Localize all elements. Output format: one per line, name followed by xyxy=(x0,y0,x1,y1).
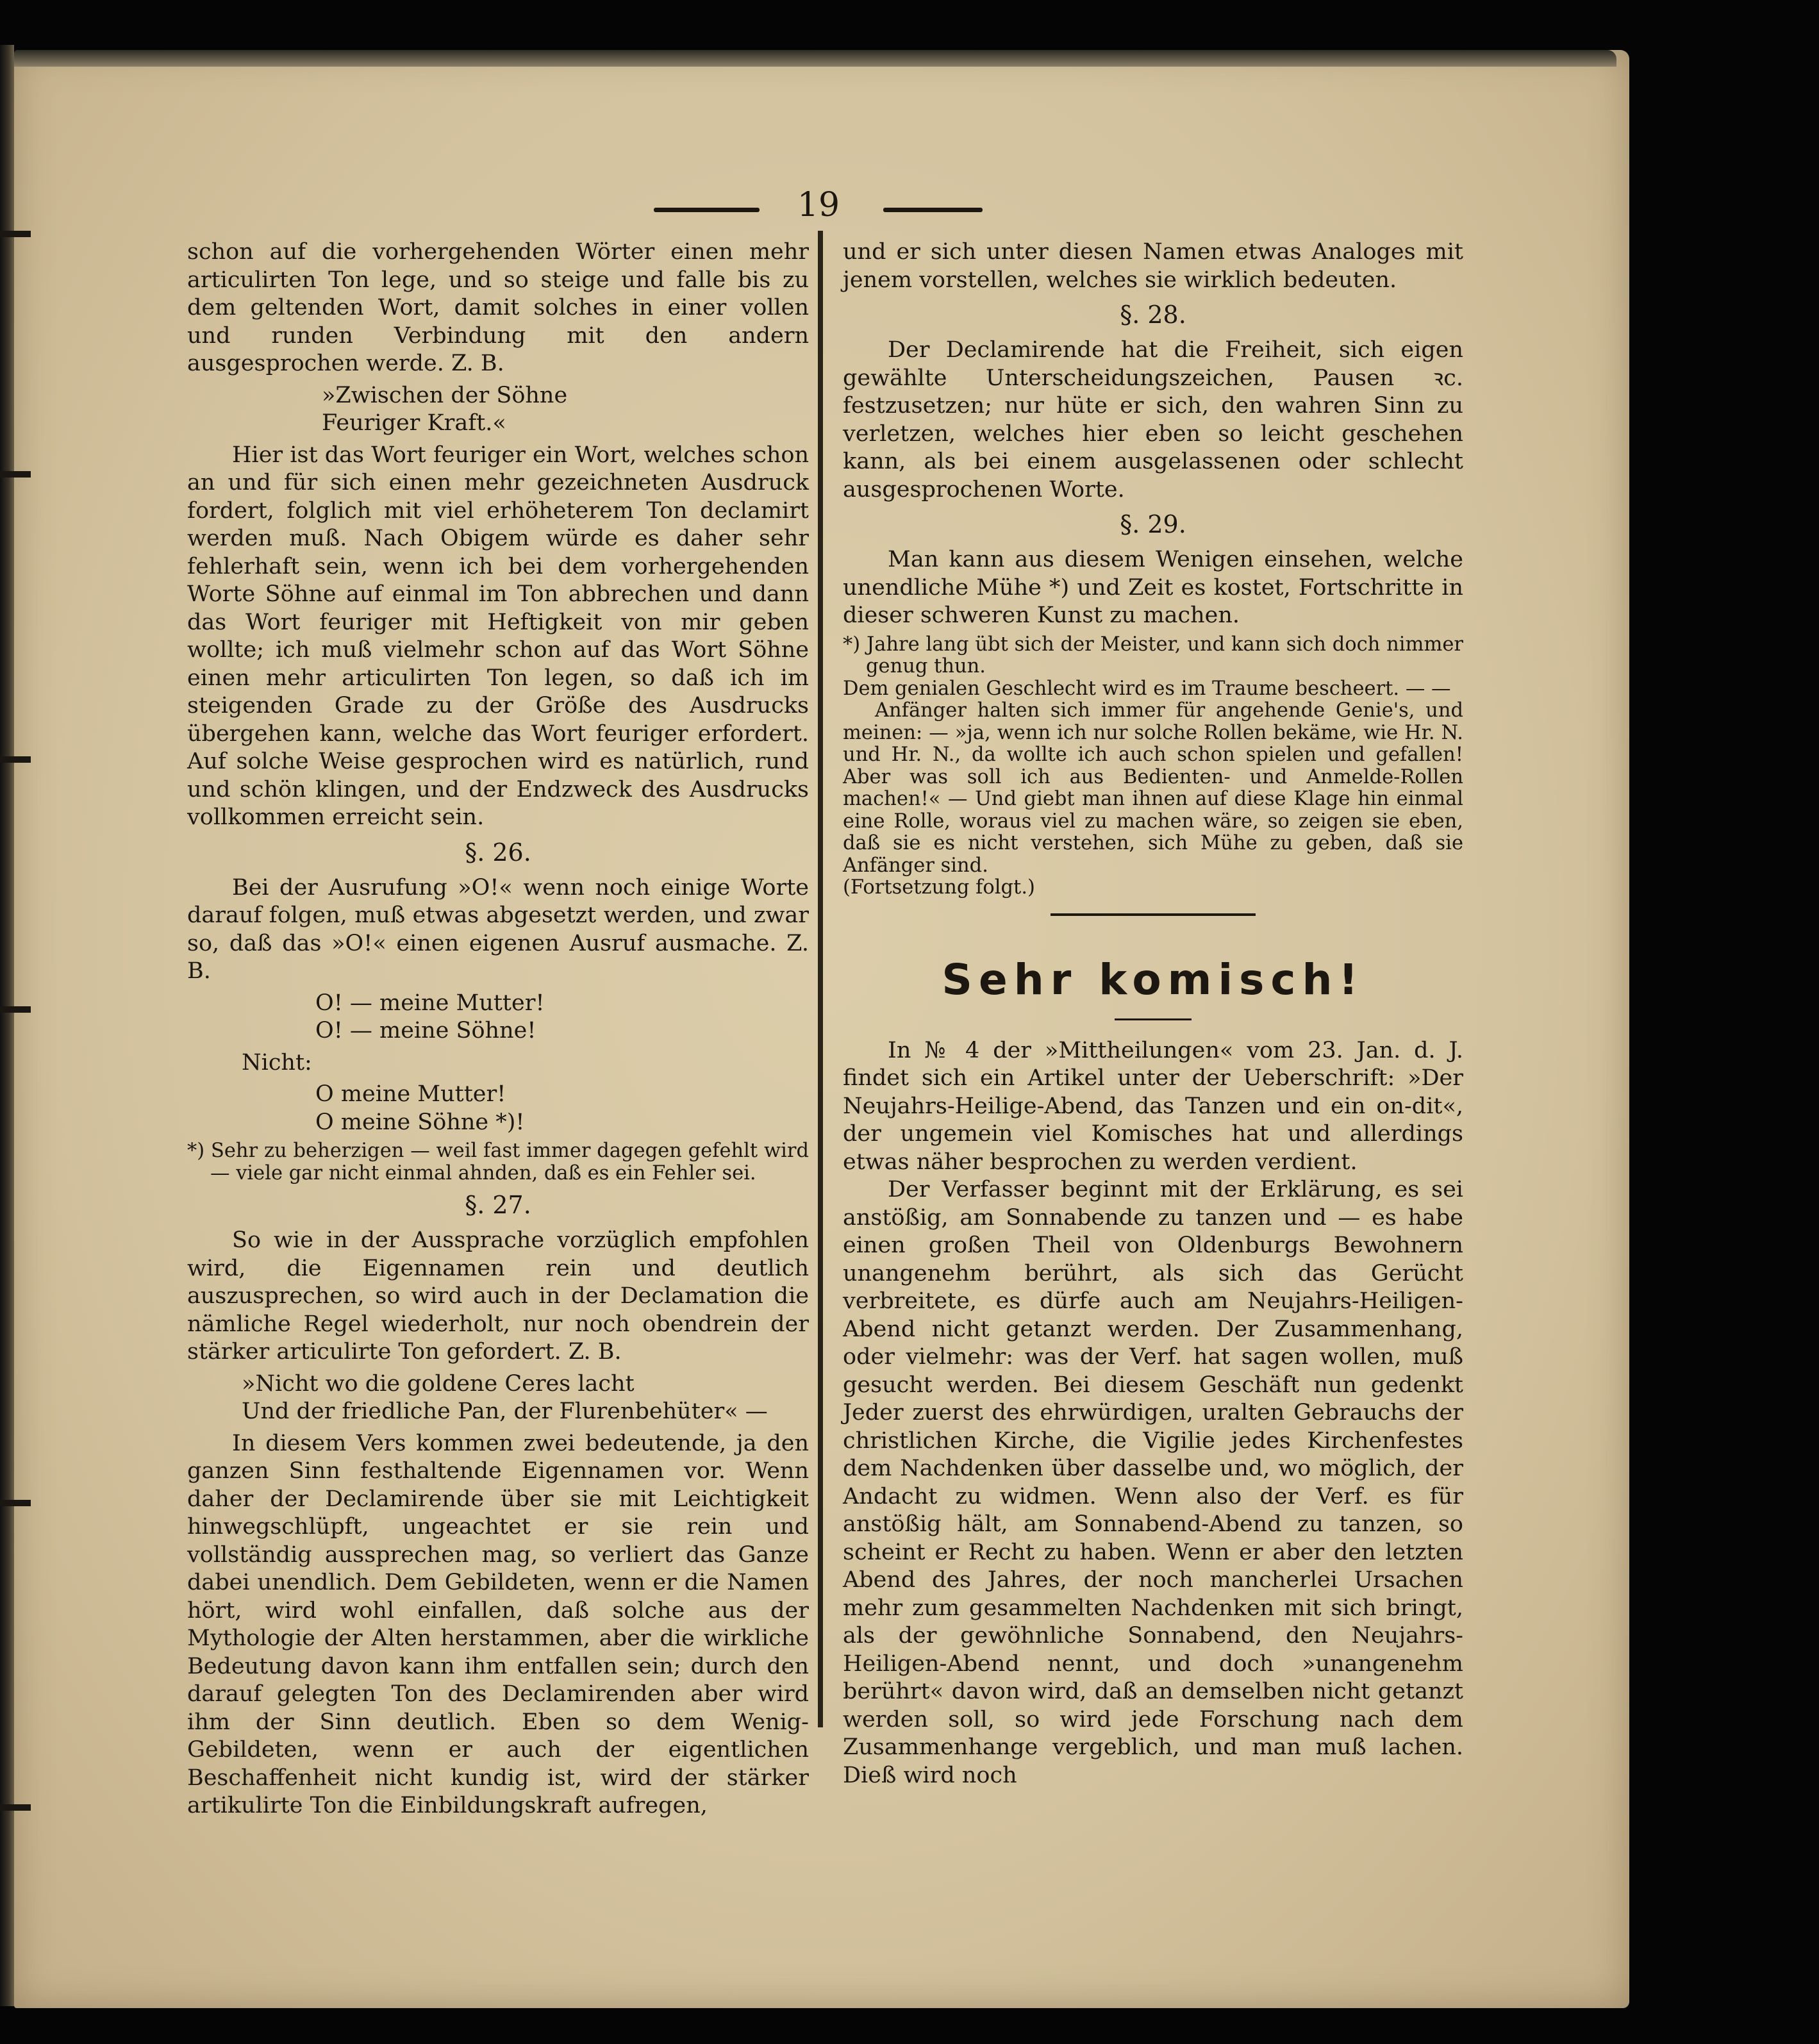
continued-note: (Fortsetzung folgt.) xyxy=(843,876,1035,899)
verse-block xyxy=(187,1370,809,1426)
verse-line: »Zwischen der Söhne xyxy=(322,382,568,408)
section-heading: §. 27. xyxy=(465,1191,531,1219)
verse-line: O meine Söhne *)! xyxy=(315,1109,525,1135)
binding-edge xyxy=(0,45,14,2006)
header-rule-left xyxy=(654,208,760,212)
verse-line: O! — meine Söhne! xyxy=(315,1018,536,1043)
binding-stitch xyxy=(0,1500,31,1506)
paragraph: In № 4 der »Mittheilungen« vom 23. Jan. d. J. findet sich ein Artikel unter der Ueberschrift: »Der Neujahrs-Heilige-Abend, das Tanzen und ein on-dit«, der ungemein viel Komisches hat und allerdings etwas näher besprochen zu werden verdient. xyxy=(843,1037,1463,1175)
paragraph: Bei der Ausrufung »O!« wenn noch einige Worte darauf folgen, muß etwas abgesetzt werden, und zwar so, daß das »O!« einen eigenen Ausruf ausmache. Z. B. xyxy=(187,874,809,984)
paragraph: Der Declamirende hat die Freiheit, sich eigen gewählte Unterscheidungszeichen, Pausen ꝛc. festzusetzen; nur hüte er sich, den wahren Sinn zu verletzen, welches hier eben so leicht geschehen kann, als bei einem ausgelassenen oder schlecht ausgesprochenen Worte. xyxy=(843,337,1463,503)
paragraph: und er sich unter diesen Namen etwas Analoges mit jenem vorstellen, welches sie wirklich bedeuten. xyxy=(843,239,1463,293)
binding-stitch xyxy=(0,1804,31,1811)
binding-stitch xyxy=(0,471,31,478)
binding-stitch xyxy=(0,1006,31,1013)
paragraph: Der Verfasser beginnt mit der Erklärung, es sei anstößig, am Sonnabende zu tanzen und — es habe einen großen Theil von Oldenburgs Bewohnern unangenehm berührt, als sich das Gerücht verbreitete, es dürfe auch am Neujahrs-Heiligen-Abend nicht getanzt werden. Der Zusammenhang, oder vielmehr: was der Verf. hat sagen wollen, muß gesucht werden. Bei diesem Geschäft nun gedenkt Jeder zuerst des ehrwürdigen, uralten Gebrauchs der christlichen Kirche, die Vigilie jedes Kirchenfestes dem Nachdenken über dasselbe und, wo möglich, der Andacht zu widmen. Wenn also der Verf. es für anstößig hält, am Sonnabend-Abend zu tanzen, so scheint er Recht zu haben. Wenn er aber den letzten Abend des Jahres, der noch mancherlei Ursachen mehr zum gesammelten Nachdenken mit sich bringt, als der gewöhnliche Sonnabend, den Neujahrs-Heiligen-Abend nennt, und doch »unangenehm berührt« davon wird, daß an demselben nicht getanzt werden soll, so wird jede Forschung nach dem Zusammenhange vergeblich, und man muß lachen. Dieß wird noch xyxy=(843,1177,1463,1788)
verse-line: Feuriger Kraft.« xyxy=(322,410,506,436)
right-column xyxy=(843,238,1463,1790)
footnote xyxy=(843,634,1463,899)
verse-line: O meine Mutter! xyxy=(315,1081,506,1107)
footnote-text: Anfänger halten sich immer für angehende Genie's, und meinen: — »ja, wenn ich nur solche Rollen bekäme, wie Hr. N. und Hr. N., da wollte ich auch schon spielen und gefallen! Aber was soll ich aus Bedienten- und Anmelde-Rollen machen!« — Und giebt man ihnen auf diese Klage hin einmal eine Rolle, woraus viel zu machen wäre, so zeigen sie eben, daß sie es nicht verstehen, sich Mühe zu geben, daß sie Anfänger sind. xyxy=(843,699,1463,877)
divider-rule xyxy=(1051,913,1256,916)
verse-block xyxy=(187,990,809,1045)
section-heading: §. 28. xyxy=(1120,301,1186,329)
page-number: 19 xyxy=(797,186,840,224)
page-top-edge xyxy=(14,50,1616,67)
verse-block xyxy=(187,382,809,438)
verse-line: Und der friedliche Pan, der Flurenbehüter« — xyxy=(242,1399,768,1424)
verse-line: O! — meine Mutter! xyxy=(315,990,545,1016)
header-rule-right xyxy=(883,208,983,212)
left-column xyxy=(187,238,809,1820)
section-heading: §. 29. xyxy=(1120,510,1186,538)
article-title: Sehr komisch! xyxy=(942,954,1365,1004)
paragraph: So wie in der Aussprache vorzüglich empfohlen wird, die Eigennamen rein und deutlich auszusprechen, so wird auch in der Declamation die nämliche Regel wiederholt, nur noch obendrein der stärker articulirte Ton gefordert. Z. B. xyxy=(187,1227,809,1365)
verse-block xyxy=(187,1081,809,1136)
divider-rule xyxy=(1115,1018,1192,1020)
binding-stitch xyxy=(0,756,31,763)
nicht-label: Nicht: xyxy=(242,1049,312,1076)
footnote-text: *) Sehr zu beherzigen — weil fast immer dagegen gefehlt wird — viele gar nicht einmal ahnden, daß es ein Fehler sei. xyxy=(187,1140,809,1184)
paragraph: Hier ist das Wort feuriger ein Wort, welches schon an und für sich einen mehr gezeichneten Ausdruck fordert, folglich mit viel erhöheterem Ton declamirt werden muß. Nach Obigem würde es daher sehr fehlerhaft sein, wenn ich bei dem vorhergehenden Worte Söhne auf einmal im Ton abbrechen und dann das Wort feuriger mit Heftigkeit von mir geben wollte; ich muß vielmehr schon auf das Wort Söhne einen mehr articulirten Ton legen, so daß ich im steigenden Grade zu der Größe des Ausdrucks übergehen kann, welche das Wort feuriger erfordert. Auf solche Weise gesprochen wird es natürlich, rund und schön klingen, und der Endzweck des Ausdrucks vollkommen erreicht sein. xyxy=(187,442,809,830)
section-heading: §. 26. xyxy=(465,838,531,867)
paragraph: In diesem Vers kommen zwei bedeutende, ja den ganzen Sinn festhaltende Eigennamen vor. Wenn daher der Declamirende über sie mit Leichtigkeit hinwegschlüpft, ungeachtet er sie rein und vollständig ausspreсhen mag, so verliert das Ganze dabei unendlich. Dem Gebildeten, wenn er die Namen hört, wird wohl einfallen, daß solche aus der Mythologie der Alten herstammen, aber die wirkliche Bedeutung davon kann ihm entfallen sein; durch den darauf gelegten Ton des Declamirenden aber wird ihm der Sinn deutlich. Eben so dem Wenig-Gebildeten, wenn er auch der eigentlichen Beschaffenheit nicht kundig ist, wird der stärker artikulirte Ton die Einbildungskraft aufregen, xyxy=(187,1430,809,1818)
verse-line: »Nicht wo die goldene Ceres lacht xyxy=(242,1370,635,1397)
footnote-text: *) Jahre lang übt sich der Meister, und kann sich doch nimmer genug thun. xyxy=(843,633,1463,677)
footnote xyxy=(187,1140,809,1184)
paragraph: Man kann aus diesem Wenigen einsehen, welche unendliche Mühe *) und Zeit es kostet, Fortschritte in dieser schweren Kunst zu machen. xyxy=(843,547,1463,628)
paragraph: schon auf die vorhergehenden Wörter einen mehr articulirten Ton lege, und so steige und falle bis zu dem geltenden Wort, damit solches in einer vollen und runden Verbindung mit den andern ausgesprochen werde. Z. B. xyxy=(187,239,809,376)
column-divider xyxy=(818,231,823,1727)
footnote-text: Dem genialen Geschlecht wird es im Traume bescheert. — — xyxy=(843,677,1451,700)
binding-stitch xyxy=(0,231,31,237)
